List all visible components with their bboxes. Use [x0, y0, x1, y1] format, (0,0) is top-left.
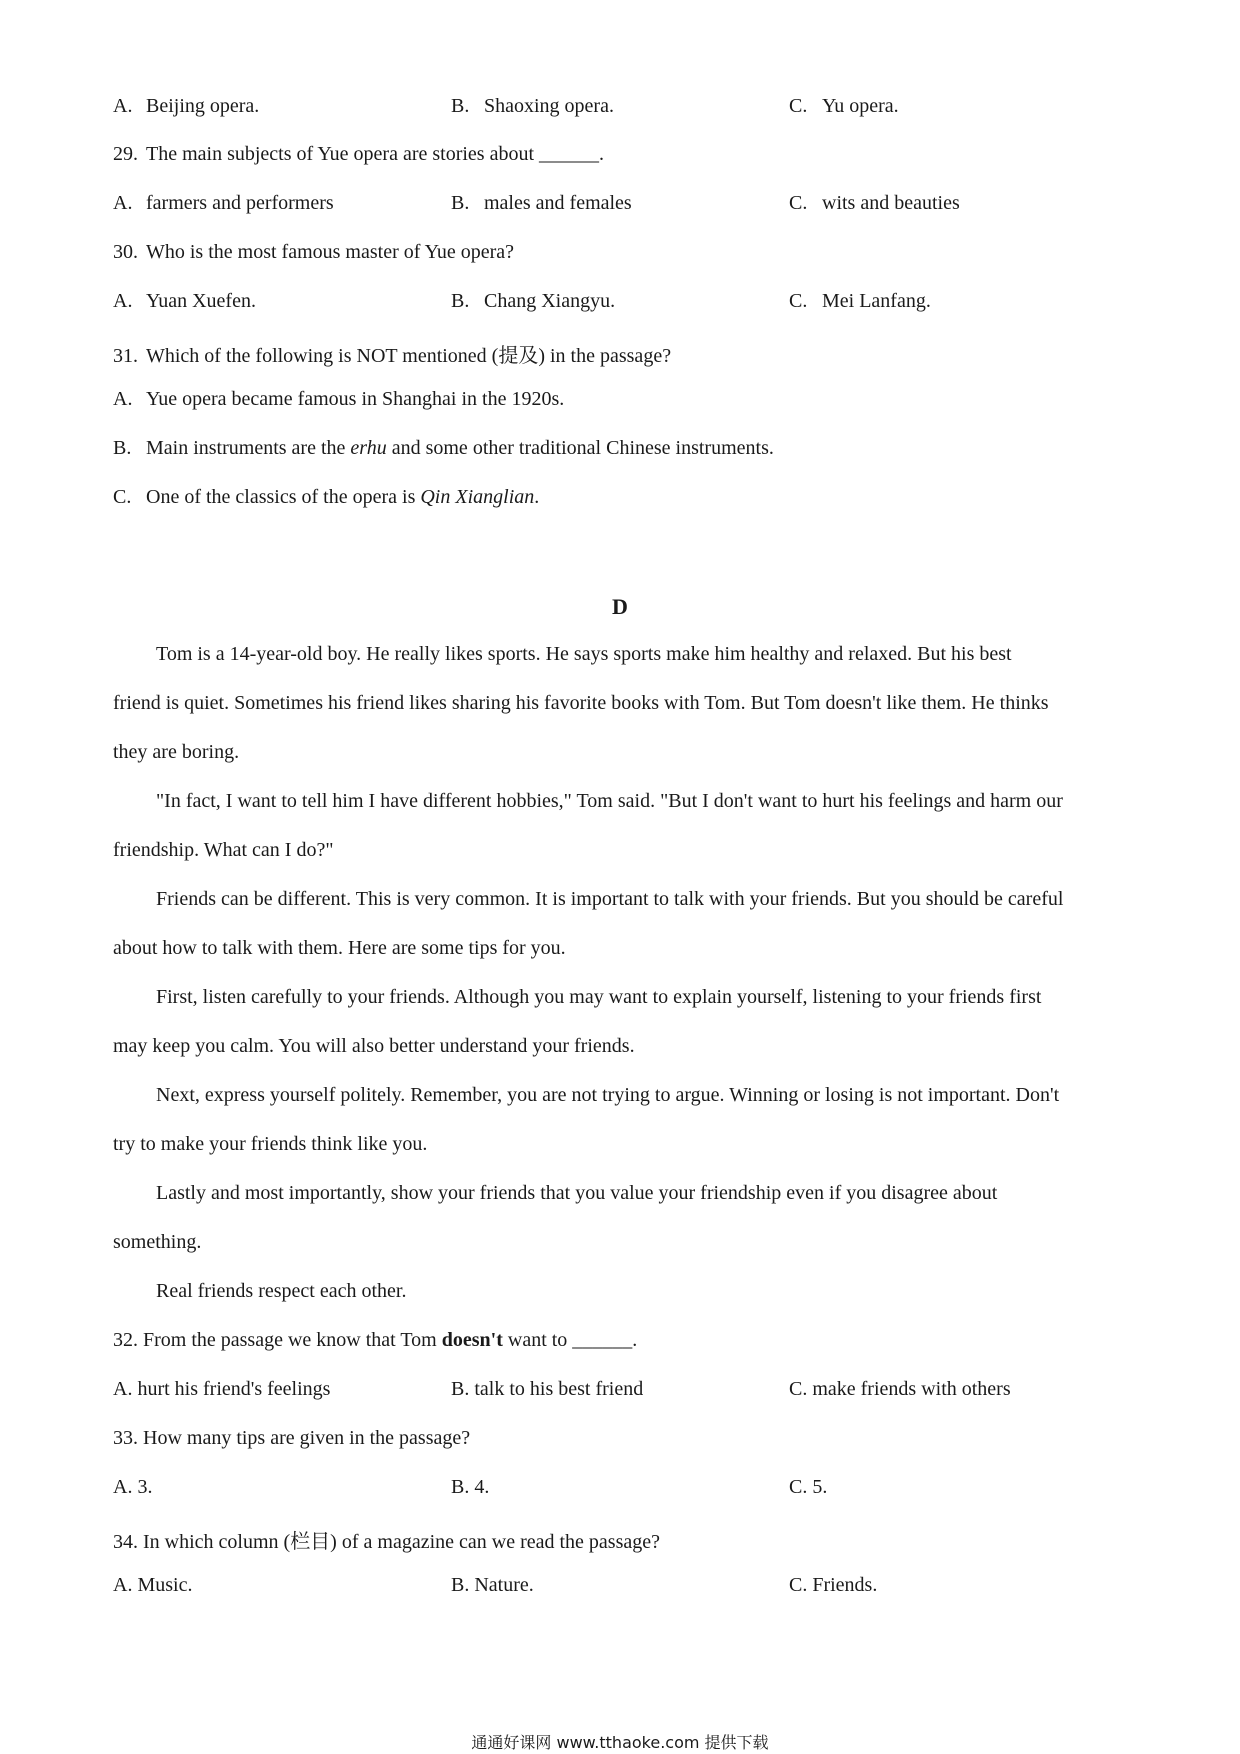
passage-line: may keep you calm. You will also better understand your friends. — [113, 1035, 635, 1057]
q30-option-c: C. Mei Lanfang. — [789, 290, 931, 312]
passage-line: Next, express yourself politely. Remember, you are not trying to argue. Winning or losing is not important. Don't — [156, 1084, 1060, 1106]
q34-option-a: A. Music. — [113, 1574, 193, 1596]
q28-option-a: A. Beijing opera. — [113, 95, 260, 117]
question-32: 32. From the passage we know that Tom doesn't want to ______. — [113, 1329, 638, 1351]
passage-line: "In fact, I want to tell him I have different hobbies," Tom said. "But I don't want to hurt his feelings and harm our — [156, 790, 1063, 812]
question-30: 30. Who is the most famous master of Yue opera? — [113, 241, 515, 263]
question-29: 29. The main subjects of Yue opera are stories about ______. — [113, 143, 605, 165]
q33-option-a: A. 3. — [113, 1476, 153, 1498]
passage-line: First, listen carefully to your friends. Although you may want to explain yourself, listening to your friends first — [156, 986, 1042, 1008]
q32-option-a: A. hurt his friend's feelings — [113, 1378, 331, 1400]
passage-line: Tom is a 14-year-old boy. He really likes sports. He says sports make him healthy and relaxed. But his best — [156, 643, 1012, 665]
passage-line: try to make your friends think like you. — [113, 1133, 428, 1155]
passage-line: they are boring. — [113, 741, 240, 763]
q32-option-c: C. make friends with others — [789, 1378, 1011, 1400]
q29-option-c: C. wits and beauties — [789, 192, 960, 214]
passage-line: something. — [113, 1231, 202, 1253]
q29-option-b: B. males and females — [451, 192, 632, 214]
question-31: 31. Which of the following is NOT mentioned (提及) in the passage? — [113, 345, 672, 367]
q33-option-b: B. 4. — [451, 1476, 490, 1498]
q34-option-b: B. Nature. — [451, 1574, 534, 1596]
passage-line: Lastly and most importantly, show your friends that you value your friendship even if you disagree about — [156, 1182, 998, 1204]
passage-line: friendship. What can I do?" — [113, 839, 334, 861]
q28-option-c: C. Yu opera. — [789, 95, 899, 117]
passage-line: Friends can be different. This is very common. It is important to talk with your friends. But you should be careful — [156, 888, 1064, 910]
passage-line: friend is quiet. Sometimes his friend likes sharing his favorite books with Tom. But Tom doesn't like them. He thinks — [113, 692, 1049, 714]
section-heading: D — [612, 594, 628, 619]
q31-option-c: C. One of the classics of the opera is Qin Xianglian. — [113, 486, 540, 508]
passage-line: about how to talk with them. Here are some tips for you. — [113, 937, 566, 959]
page-footer: 通通好课网 www.tthaoke.com 提供下载 — [471, 1733, 769, 1752]
q30-option-b: B. Chang Xiangyu. — [451, 290, 616, 312]
passage-line: Real friends respect each other. — [156, 1280, 407, 1302]
q33-option-c: C. 5. — [789, 1476, 828, 1498]
q31-option-b: B. Main instruments are the erhu and some other traditional Chinese instruments. — [113, 437, 774, 459]
q30-option-a: A. Yuan Xuefen. — [113, 290, 256, 312]
q34-option-c: C. Friends. — [789, 1574, 878, 1596]
q28-option-b: B. Shaoxing opera. — [451, 95, 614, 117]
question-34: 34. In which column (栏目) of a magazine can we read the passage? — [113, 1531, 661, 1553]
question-33: 33. How many tips are given in the passage? — [113, 1427, 471, 1449]
q32-option-b: B. talk to his best friend — [451, 1378, 644, 1400]
q29-option-a: A. farmers and performers — [113, 192, 334, 214]
q31-option-a: A. Yue opera became famous in Shanghai in the 1920s. — [113, 388, 565, 410]
